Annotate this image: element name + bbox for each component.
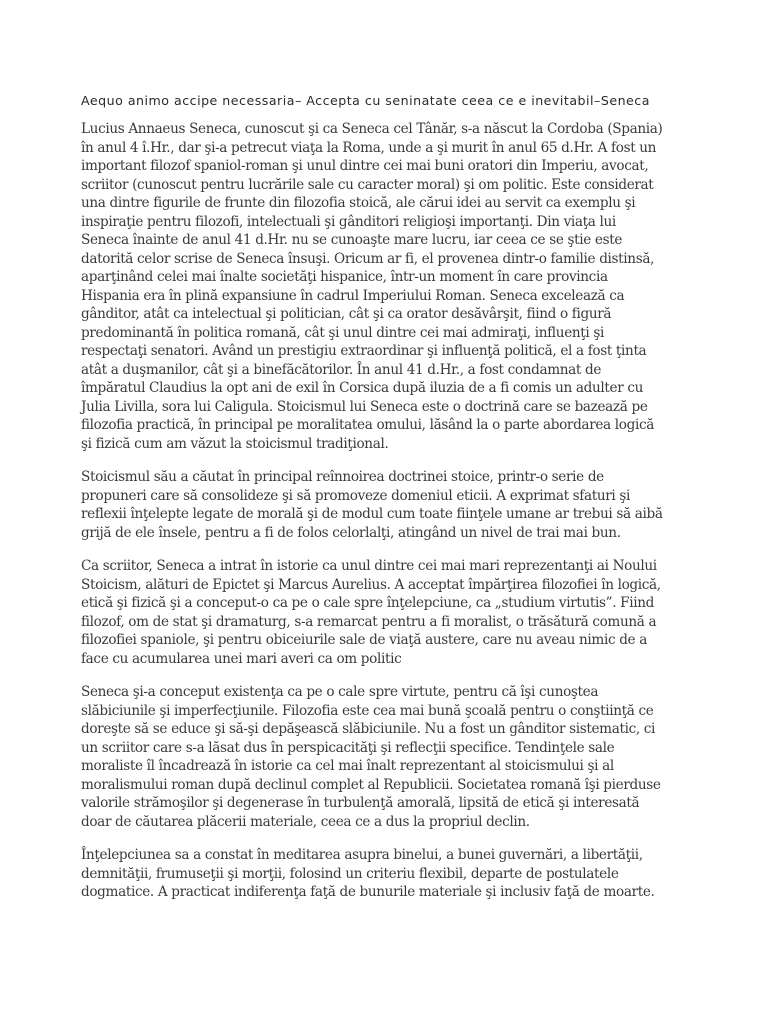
text-line: Ca scriitor, Seneca a intrat în istorie ca unul dintre cei mai mari reprezentanţi ai Noului xyxy=(81,558,657,574)
text-line: important filozof spaniol-roman şi unul dintre cei mai buni oratori din Imperiu, avocat, xyxy=(81,158,649,174)
text-line: doar de căutarea plăcerii materiale, ceea ce a dus la propriul declin. xyxy=(81,813,530,830)
text-line: Lucius Annaeus Seneca, cunoscut şi ca Seneca cel Tânăr, s-a născut la Cordoba (Spania) xyxy=(81,121,663,137)
text-line: Stoicismul său a căutat în principal reînnoirea doctrinei stoice, printr-o serie de xyxy=(81,469,604,485)
text-line: Julia Livilla, sora lui Caligula. Stoicismul lui Seneca este o doctrină care se bazează pe xyxy=(81,398,648,415)
document-body xyxy=(81,120,761,917)
paragraph-stoicism xyxy=(81,468,761,542)
text-line: un scriitor care s-a lăsat dus în perspicacităţi şi reflecţii specifice. Tendinţele sale xyxy=(81,739,615,756)
text-line: datorită celor scrise de Seneca însuşi. Oricum ar fi, el provenea dintr-o familie distinsă, xyxy=(81,250,655,267)
text-line: Înţelepciunea sa a constat în meditarea asupra binelui, a bunei guvernări, a libertăţii, xyxy=(81,847,643,863)
text-line: filozofiei spaniole, şi pentru obiceiurile sale de viaţă austere, care nu aveau nimic de a xyxy=(81,632,647,648)
text-line: moralismului roman după declinul complet al Republicii. Societatea romană îşi pierduse xyxy=(81,776,661,793)
paragraph-writer xyxy=(81,557,761,668)
text-line: face cu acumularea unei mari averi ca om politic xyxy=(81,650,402,667)
text-line: valorile strămoşilor şi degenerase în turbulenţă amorală, lipsită de etică şi interesată xyxy=(81,795,640,811)
paragraph-virtue xyxy=(81,683,761,831)
text-line: inspiraţie pentru filozofi, intelectuali şi gânditori religioşi importanţi. Din viaţa lui xyxy=(81,213,616,230)
text-line: Seneca înainte de anul 41 d.Hr. nu se cunoaşte mare lucru, iar ceea ce se ştie este xyxy=(81,232,623,248)
paragraph-wisdom xyxy=(81,846,761,902)
text-line: în anul 4 î.Hr., dar şi-a petrecut viaţa la Roma, unde a şi murit în anul 65 d.Hr. A fost un xyxy=(81,139,657,156)
text-line: etică şi fizică şi a conceput-o ca pe o cale spre înţelepciune, ca „studium virtutis”. Fiind xyxy=(81,595,655,611)
text-line: Seneca şi-a conceput existenţa ca pe o cale spre virtute, pentru că îşi cunoştea xyxy=(81,684,599,700)
text-line: filozof, om de stat şi dramaturg, s-a remarcat pentru a fi moralist, o trăsătură comună a xyxy=(81,613,657,630)
document-heading: Aequo animo accipe necessaria– Accepta cu seninatate ceea ce e inevitabil–Seneca xyxy=(81,93,650,108)
text-line: reflexii înţelepte legate de morală şi de modul cum toate fiinţele umane ar trebui să aibă xyxy=(81,506,663,522)
text-line: demnităţii, frumuseţii şi morţii, folosind un criteriu flexibil, departe de postulatele xyxy=(81,865,619,882)
text-line: slăbiciunile şi imperfecţiunile. Filozofia este cea mai bună şcoală pentru o conştiinţă ce xyxy=(81,702,654,719)
text-line: gânditor, atât ca intelectual şi politician, cât şi ca orator desăvârşit, fiind o figură xyxy=(81,306,612,322)
text-line: împăratul Claudius la opt ani de exil în Corsica după iluzia de a fi comis un adulter cu xyxy=(81,380,644,396)
text-line: dogmatice. A practicat indiferenţa faţă de bunurile materiale şi inclusiv faţă de moarte. xyxy=(81,884,655,900)
text-line: şi fizică cum am văzut la stoicismul tradiţional. xyxy=(81,435,389,452)
text-line: moraliste îl încadrează în istorie ca cel mai înalt reprezentant al stoicismului şi al xyxy=(81,758,614,774)
text-line: predominantă în politica romană, cât şi unul dintre cei mai admiraţi, influenţi şi xyxy=(81,324,604,341)
text-line: Stoicism, alături de Epictet şi Marcus Aurelius. A acceptat împărţirea filozofiei în logică, xyxy=(81,576,661,593)
text-line: Hispania era în plină expansiune în cadrul Imperiului Roman. Seneca excelează ca xyxy=(81,287,625,304)
text-line: grijă de ele însele, pentru a fi de folos celorlalţi, atingând un nivel de trai mai bun. xyxy=(81,524,621,541)
text-line: aparţinând celei mai înalte societăţi hispanice, într-un moment în care provincia xyxy=(81,269,608,285)
text-line: filozofia practică, în principal pe moralitatea omului, lăsând la o parte abordarea logică xyxy=(81,417,654,433)
text-line: respectaţi senatori. Având un prestigiu extraordinar şi influenţă politică, el a fost ţinta xyxy=(81,343,647,359)
paragraph-intro xyxy=(81,120,761,453)
text-line: propuneri care să consolideze şi să promoveze domeniul eticii. A exprimat sfaturi şi xyxy=(81,487,630,504)
text-line: una dintre figurile de frunte din filozofia stoică, ale cărui idei au servit ca exemplu şi xyxy=(81,195,636,211)
text-line: scriitor (cunoscut pentru lucrările sale cu caracter moral) şi om politic. Este considerat xyxy=(81,176,654,193)
text-line: doreşte să se educe şi să-şi depăşească slăbiciunile. Nu a fost un gânditor sistematic, ci xyxy=(81,721,656,737)
text-line: atât a duşmanilor, cât şi a binefăcătorilor. În anul 41 d.Hr., a fost condamnat de xyxy=(81,361,602,378)
